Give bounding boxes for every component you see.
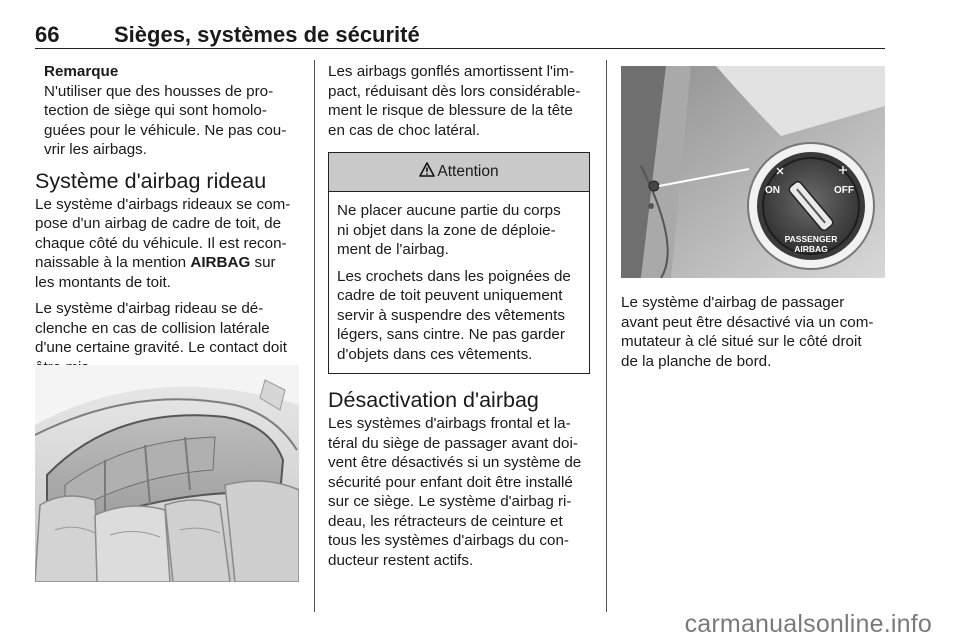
curtain-airbag-illustration	[35, 365, 299, 582]
caption-line: avant peut être désactivé via un com-	[621, 313, 874, 331]
warning-triangle-glyph	[419, 162, 435, 177]
page-number: 66	[35, 22, 60, 47]
text-line: ducteur restent actifs.	[328, 551, 474, 569]
caption-line: de la planche de bord.	[621, 352, 772, 370]
text-line: Ne placer aucune partie du corps	[337, 202, 561, 219]
text-line	[35, 253, 307, 273]
text-line: d'objets dans ces vêtements.	[337, 345, 533, 363]
page-header	[35, 22, 885, 49]
text-line: Le système d'airbag rideau se dé-	[35, 300, 264, 317]
text-line: deau, les rétracteurs de ceinture et	[328, 512, 563, 530]
caption-line: Le système d'airbag de passager	[621, 294, 845, 311]
column-divider-right	[606, 60, 607, 612]
text-line: Le système d'airbags rideaux se com-	[35, 195, 291, 213]
caption-line: mutateur à clé situé sur le côté droit	[621, 333, 862, 350]
watermark: carmanualsonline.info	[684, 610, 932, 638]
text-line: servir à suspendre des vêtements	[337, 306, 565, 324]
text-line: sécurité pour enfant doit être installé	[328, 473, 573, 491]
text-line: sur ce siège. Le système d'airbag ri-	[328, 493, 572, 510]
switch-label-line1: PASSENGER	[784, 234, 838, 244]
page-title: Sièges, systèmes de sécurité	[114, 22, 420, 47]
note-line: N'utiliser que des housses de pro-	[44, 82, 274, 100]
text-line: ni objet dans la zone de déploie-	[337, 221, 556, 239]
text-line: ment le risque de blessure de la tête	[328, 102, 573, 119]
attention-label: Attention	[437, 163, 499, 180]
text-line: Les systèmes d'airbags frontal et la-	[328, 415, 571, 432]
text-line: les montants de toit.	[35, 273, 171, 291]
passenger-airbag-switch-illustration	[621, 66, 885, 278]
text-line: d'une certaine gravité. Le contact doit	[35, 339, 287, 356]
text-line: cadre de toit peuvent uniquement	[337, 287, 563, 304]
airbag-switch-drawing	[621, 66, 885, 278]
attention-header	[329, 153, 589, 192]
note-line: guées pour le véhicule. Ne pas cou-	[44, 121, 287, 139]
text-line: vent être désactivés si un système de	[328, 454, 582, 471]
column-middle	[328, 62, 590, 570]
text-fragment: sur	[250, 254, 276, 271]
text-line: Les airbags gonflés amortissent l'im-	[328, 63, 575, 80]
text-line: chaque côté du véhicule. Il est recon-	[35, 234, 287, 252]
text-line: clenche en cas de collision latérale	[35, 319, 270, 337]
note-block	[35, 62, 307, 160]
column-left	[35, 62, 307, 377]
airbag-mention: AIRBAG	[190, 254, 251, 271]
text-line: téral du siège de passager avant doi-	[328, 434, 578, 452]
switch-off-label: OFF	[834, 185, 854, 196]
text-line: pose d'un airbag de cadre de toit, de	[35, 215, 282, 232]
section-heading-airbag-deactivation: Désactivation d'airbag	[328, 388, 539, 412]
text-line: pact, réduisant dès lors considérable-	[328, 82, 581, 100]
text-line: légers, sans cintre. Ne pas garder	[337, 326, 565, 343]
text-line: Les crochets dans les poignées de	[337, 267, 571, 285]
note-line: vrir les airbags.	[44, 141, 147, 158]
text-line: en cas de choc latéral.	[328, 121, 480, 139]
switch-on-label: ON	[765, 185, 780, 196]
section-heading-curtain-airbag: Système d'airbag rideau	[35, 168, 267, 193]
note-label: Remarque	[44, 63, 119, 80]
switch-label-line2: AIRBAG	[794, 244, 828, 254]
column-divider-left	[314, 60, 315, 612]
text-line: ment de l'airbag.	[337, 241, 449, 258]
attention-body	[329, 192, 589, 373]
text-fragment: naissable à la mention	[35, 254, 191, 271]
warning-triangle-icon	[419, 162, 435, 182]
text-line: tous les systèmes d'airbags du con-	[328, 532, 569, 549]
attention-box	[328, 152, 590, 374]
column-right	[621, 293, 887, 371]
curtain-airbag-drawing	[35, 365, 299, 582]
note-line: tection de siège qui sont homolo-	[44, 102, 267, 119]
